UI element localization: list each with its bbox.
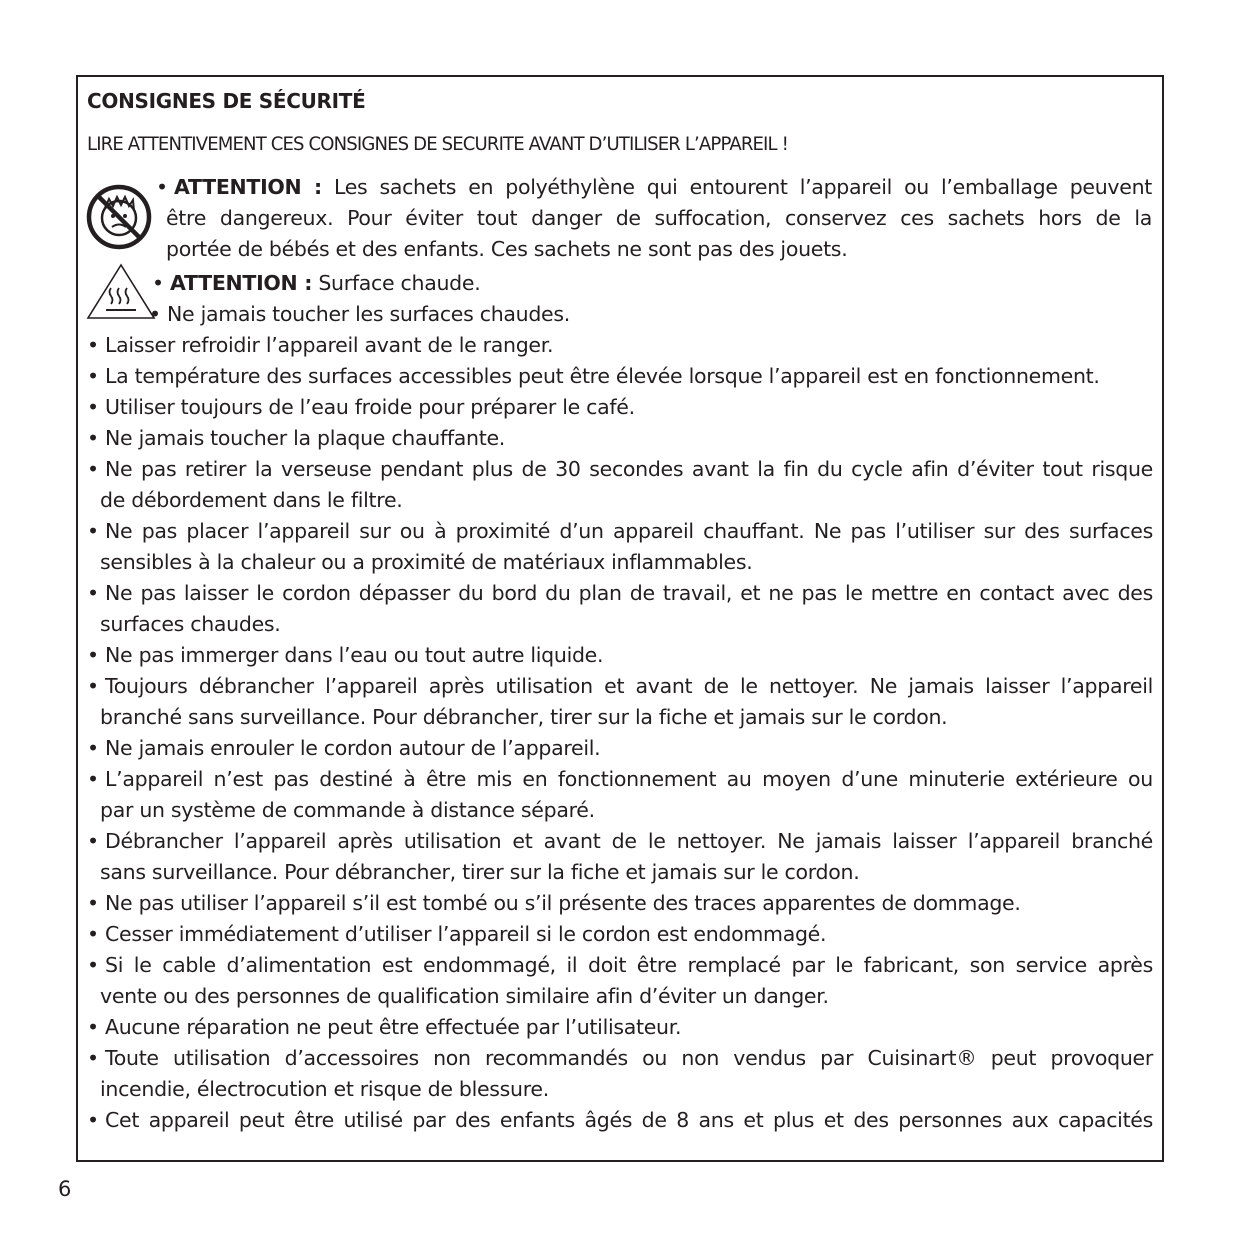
list-item: • Cesser immédiatement d’utiliser l’appareil si le cordon est endommagé. — [87, 922, 827, 946]
list-item: • Ne jamais toucher la plaque chauffante. — [87, 426, 506, 450]
bag-warning-line-1: Les sachets en polyéthylène qui entourent l’appareil ou l’emballage peuvent — [321, 175, 1152, 199]
hot-surface-touch: • Ne jamais toucher les surfaces chaudes. — [149, 302, 570, 326]
no-children-suffocation-icon — [86, 184, 152, 250]
list-item: • Ne pas laisser le cordon dépasser du bord du plan de travail, et ne pas le mettre en contact avec des — [87, 581, 1153, 605]
bag-warning-line-2: être dangereux. Pour éviter tout danger de suffocation, conservez ces sachets hors de la — [166, 206, 1152, 230]
list-item: • Ne pas utiliser l’appareil s’il est tombé ou s’il présente des traces apparentes de dommage. — [87, 891, 1021, 915]
list-item: • Débrancher l’appareil après utilisation et avant de le nettoyer. Ne jamais laisser l’appareil branché — [87, 829, 1153, 853]
section-subtitle: LIRE ATTENTIVEMENT CES CONSIGNES DE SECURITE AVANT D’UTILISER L’APPAREIL ! — [87, 133, 788, 155]
attention-label-hot: ATTENTION : — [170, 271, 313, 295]
list-item: • La température des surfaces accessibles peut être élevée lorsque l’appareil est en fonctionnement. — [87, 364, 1100, 388]
list-item: • Cet appareil peut être utilisé par des enfants âgés de 8 ans et plus et des personnes aux capacités — [87, 1108, 1153, 1132]
bag-warning-line-3: portée de bébés et des enfants. Ces sachets ne sont pas des jouets. — [166, 237, 848, 261]
hot-surface-warning: • ATTENTION : Surface chaude. — [152, 271, 481, 295]
list-item: • Aucune réparation ne peut être effectuée par l’utilisateur. — [87, 1015, 682, 1039]
list-item-cont: vente ou des personnes de qualification similaire afin d’éviter un danger. — [100, 984, 829, 1008]
section-title: CONSIGNES DE SÉCURITÉ — [87, 89, 366, 113]
list-item-cont: branché sans surveillance. Pour débrancher, tirer sur la fiche et jamais sur le cordon. — [100, 705, 948, 729]
instruction-list — [87, 330, 1153, 1136]
list-item: • Toute utilisation d’accessoires non recommandés ou non vendus par Cuisinart® peut provoquer — [87, 1046, 1153, 1070]
list-item: • Ne pas placer l’appareil sur ou à proximité d’un appareil chauffant. Ne pas l’utiliser sur des surfaces — [87, 519, 1153, 543]
page-number: 6 — [58, 1177, 72, 1201]
attention-label: ATTENTION : — [174, 175, 322, 199]
list-item: • Ne pas immerger dans l’eau ou tout autre liquide. — [87, 643, 604, 667]
hot-touch-text: Ne jamais toucher les surfaces chaudes. — [167, 302, 570, 326]
list-item: • Toujours débrancher l’appareil après utilisation et avant de le nettoyer. Ne jamais laisser l’appareil — [87, 674, 1153, 698]
list-item: • Laisser refroidir l’appareil avant de le ranger. — [87, 333, 554, 357]
hot-surface-warning-icon — [84, 262, 158, 322]
list-item-cont: incendie, électrocution et risque de blessure. — [100, 1077, 549, 1101]
list-item-cont: de débordement dans le filtre. — [100, 488, 403, 512]
list-item: • Ne pas retirer la verseuse pendant plus de 30 secondes avant la fin du cycle afin d’éviter tout risque — [87, 457, 1153, 481]
list-item-cont: par un système de commande à distance séparé. — [100, 798, 595, 822]
list-item: • Utiliser toujours de l’eau froide pour préparer le café. — [87, 395, 635, 419]
list-item: • L’appareil n’est pas destiné à être mis en fonctionnement au moyen d’une minuterie extérieure ou — [87, 767, 1153, 791]
list-item: • Ne jamais enrouler le cordon autour de l’appareil. — [87, 736, 601, 760]
list-item-cont: surfaces chaudes. — [100, 612, 281, 636]
hot-surface-text: Surface chaude. — [312, 271, 481, 295]
bag-warning: • ATTENTION : Les sachets en polyéthylène qui entourent l’appareil ou l’emballage peuvent être dangereux. Pour éviter tout danger de suffocation, conservez ces sachets hors de la portée de bébés et des enfants. Ces sachets ne sont pas des jouets. — [156, 172, 1152, 265]
list-item-cont: sans surveillance. Pour débrancher, tirer sur la fiche et jamais sur le cordon. — [100, 860, 860, 884]
list-item-cont: sensibles à la chaleur ou a proximité de matériaux inflammables. — [100, 550, 753, 574]
list-item: • Si le cable d’alimentation est endommagé, il doit être remplacé par le fabricant, son service après — [87, 953, 1153, 977]
